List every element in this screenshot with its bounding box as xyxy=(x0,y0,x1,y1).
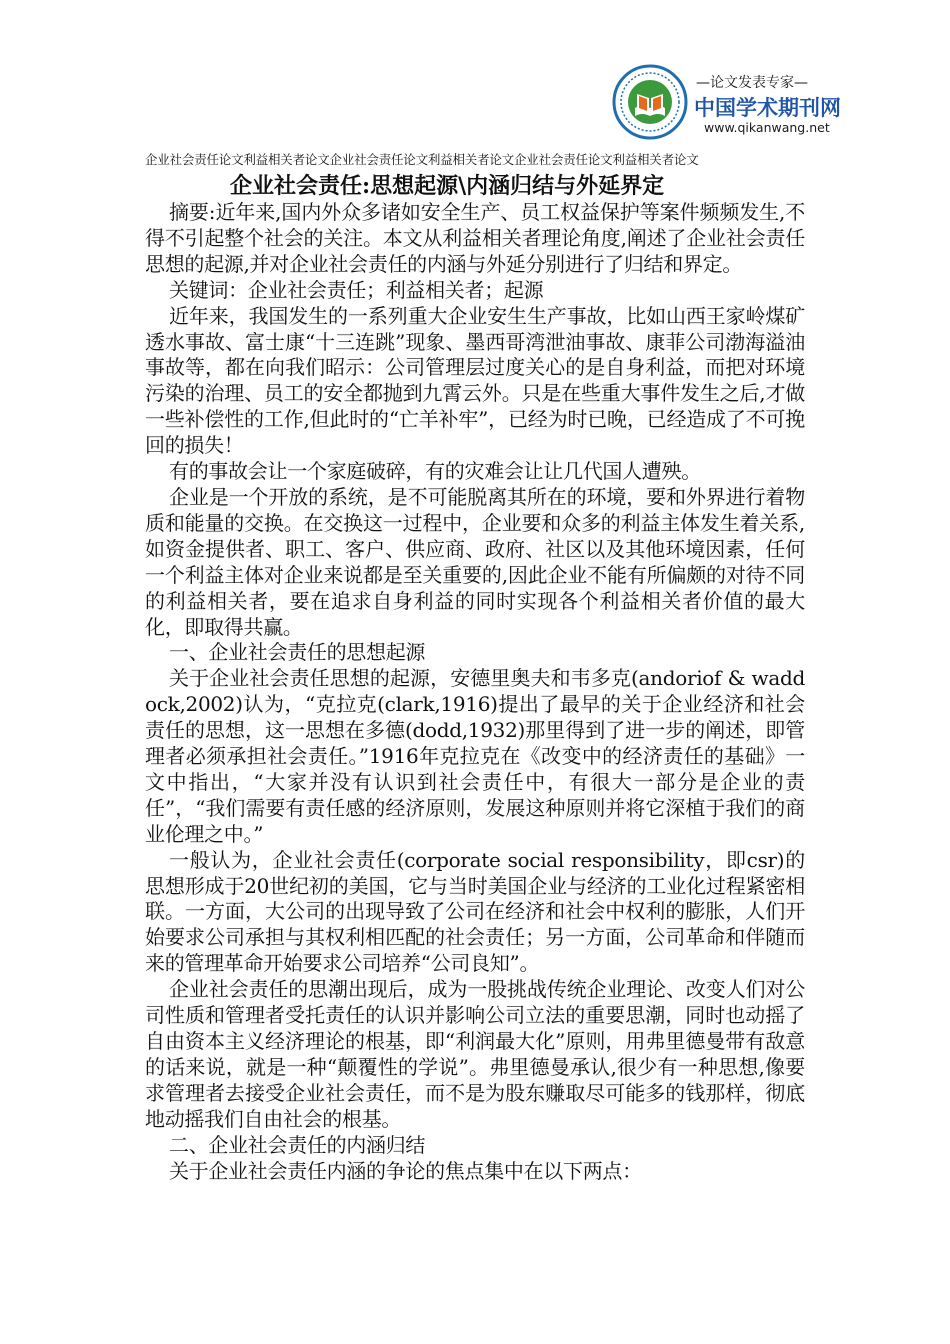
logo-tagline: —论文发表专家— xyxy=(696,75,808,91)
section-heading: 一、企业社会责任的思想起源 xyxy=(169,640,426,665)
body-paragraph: 关于企业社会责任思想的起源，安德里奥夫和韦多克(andoriof & waddock,2002)认为，“克拉克(clark,1916)提出了最早的关于企业经济和社会责任的思想，这一思想在多德(dodd,1932)那里得到了进一步的阐述，即管理者必须承担社会责任。”1916年克拉克在《改变中的经济责任的基础》一文中指出，“大家并没有认识到社会责任中，有很大一部分是企业的责任”，“我们需要有责任感的经济原则，发展这种原则并将它深植于我们的商业伦理之中。” xyxy=(145,666,805,846)
abstract-paragraph: 摘要:近年来,国内外众多诸如安全生产、员工权益保护等案件频频发生,不得不引起整个社会的关注。本文从利益相关者理论角度,阐述了企业社会责任思想的起源,并对企业社会责任的内涵与外延分别进行了归结和界定。 xyxy=(145,200,805,276)
keyword-header-line: 企业社会责任论文利益相关者论文企业社会责任论文利益相关者论文企业社会责任论文利益相关者论文 xyxy=(145,152,699,167)
logo-site-name: 中国学术期刊网 xyxy=(694,96,841,120)
body-paragraph: 企业社会责任的思潮出现后，成为一股挑战传统企业理论、改变人们对公司性质和管理者受托责任的认识并影响公司立法的重要思潮，同时也动摇了自由资本主义经济理论的根基，即“利润最大化”原则，用弗里德曼带有敌意的话来说，就是一种“颠覆性的学说”。弗里德曼承认,很少有一种思想,像要求管理者去接受企业社会责任，而不是为股东赚取尽可能多的钱那样，彻底地动摇我们自由社会的根基。 xyxy=(145,977,805,1131)
body-paragraph: 一般认为，企业社会责任(corporate social responsibility，即csr)的思想形成于20世纪初的美国，它与当时美国企业与经济的工业化过程紧密相联。一方面，大公司的出现导致了公司在经济和社会中权利的膨胀，人们开始要求公司承担与其权利相匹配的社会责任；另一方面，公司革命和伴随而来的管理革命开始要求公司培养“公司良知”。 xyxy=(145,847,805,976)
body-paragraph: 近年来，我国发生的一系列重大企业安生生产事故，比如山西王家岭煤矿透水事故、富士康“十三连跳”现象、墨西哥湾泄油事故、康菲公司渤海溢油事故等，都在向我们昭示：公司管理层过度关心的是自身利益，而把对环境污染的治理、员工的安全都抛到九霄云外。只是在些重大事件发生之后,才做一些补偿性的工作,但此时的“亡羊补牢”，已经为时已晚，已经造成了不可挽回的损失！ xyxy=(145,303,805,458)
document-title: 企业社会责任:思想起源\内涵归结与外延界定 xyxy=(230,173,665,199)
globe-book-emblem-icon xyxy=(612,64,688,140)
logo-url: www.qikanwang.net xyxy=(704,120,830,135)
document-body xyxy=(145,200,805,1184)
body-paragraph: 有的事故会让一个家庭破碎，有的灾难会让让几代国人遭殃。 xyxy=(169,459,701,484)
keywords-paragraph: 关键词：企业社会责任；利益相关者；起源 xyxy=(169,277,544,302)
body-paragraph: 关于企业社会责任内涵的争论的焦点集中在以下两点： xyxy=(169,1158,642,1183)
site-logo xyxy=(612,62,841,142)
section-heading: 二、企业社会责任的内涵归结 xyxy=(169,1132,426,1157)
body-paragraph: 企业是一个开放的系统，是不可能脱离其所在的环境，要和外界进行着物质和能量的交换。在交换这一过程中，企业要和众多的利益主体发生着关系,如资金提供者、职工、客户、供应商、政府、社区以及其他环境因素，任何一个利益主体对企业来说都是至关重要的,因此企业不能有所偏颇的对待不同的利益相关者，要在追求自身利益的同时实现各个利益相关者价值的最大化，即取得共赢。 xyxy=(145,484,805,639)
